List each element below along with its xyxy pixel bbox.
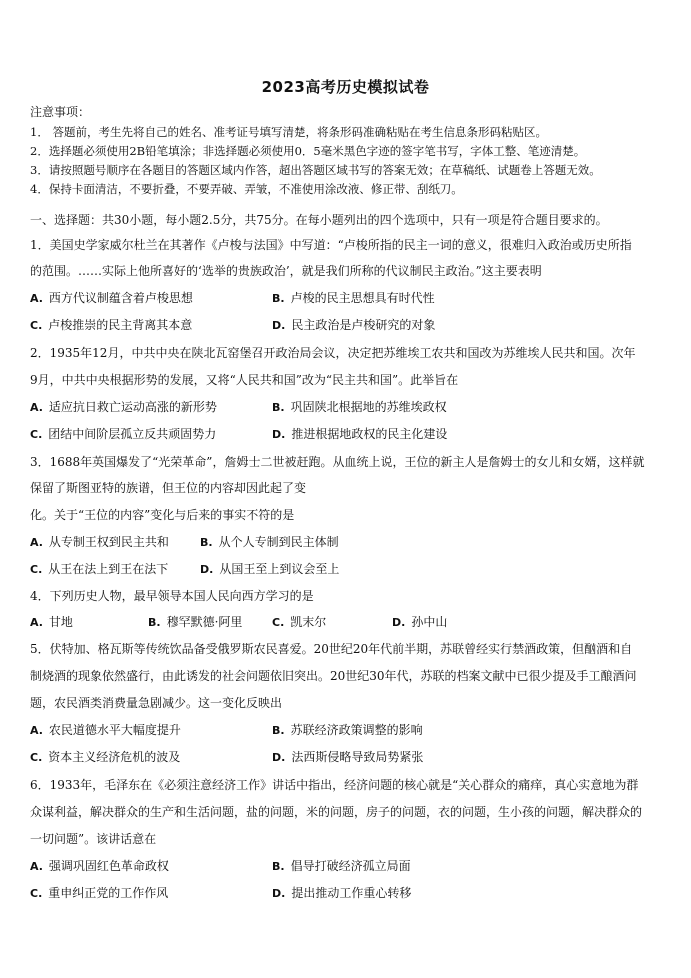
option-text: 强调巩固红色革命政权 <box>48 859 169 873</box>
notice-item: 2．选择题必须使用2B铅笔填涂；非选择题必须使用0．5毫米黑色字迹的签字笔书写，字体工整、笔迹清楚。 <box>30 144 586 158</box>
option-text: 从国王至上到议会至上 <box>219 562 340 576</box>
option-label: A. <box>30 724 43 737</box>
option-c[interactable] <box>30 561 168 578</box>
option-label: C. <box>30 319 43 332</box>
option-text: 倡导打破经济孤立局面 <box>290 859 411 873</box>
option-text: 甘地 <box>48 615 73 629</box>
option-c[interactable] <box>272 614 326 631</box>
option-text: 穆罕默德·阿里 <box>166 615 243 629</box>
option-b[interactable] <box>272 858 411 875</box>
notice-item: 3．请按照题号顺序在各题目的答题区域内作答，超出答题区域书写的答案无效；在草稿纸、试题卷上答题无效。 <box>30 163 601 177</box>
option-label: B. <box>272 724 285 737</box>
option-label: C. <box>30 751 43 764</box>
option-label: A. <box>30 401 43 414</box>
question-stem: 2．1935年12月，中共中央在陕北瓦窑堡召开政治局会议，决定把苏维埃工农共和国改为苏维埃人民共和国。次年 <box>30 346 636 360</box>
question-stem: 众谋利益，解决群众的生产和生活问题，盐的问题，米的问题，房子的问题，衣的问题，生小孩的问题，解决群众的 <box>30 805 643 819</box>
option-a[interactable] <box>30 399 217 416</box>
notice-item: 1． 答题前，考生先将自己的姓名、准考证号填写清楚，将条形码准确粘贴在考生信息条形码粘贴区。 <box>30 125 547 139</box>
question-stem: 3．1688年英国爆发了“光荣革命”，詹姆士二世被赶跑。从血统上说，王位的新主人是詹姆士的女儿和女婿，这样就 <box>30 455 645 469</box>
option-d[interactable] <box>272 317 435 334</box>
option-b[interactable] <box>272 399 447 416</box>
option-d[interactable] <box>272 749 423 766</box>
option-label: B. <box>200 536 213 549</box>
option-label: C. <box>272 616 285 629</box>
option-label: B. <box>272 401 285 414</box>
notice-heading: 注意事项： <box>30 105 91 119</box>
option-label: D. <box>272 887 286 900</box>
option-b[interactable] <box>148 614 242 631</box>
option-a[interactable] <box>30 722 181 739</box>
option-text: 提出推动工作重心转移 <box>291 886 412 900</box>
option-d[interactable] <box>392 614 447 631</box>
section-intro: 一、选择题：共30小题，每小题2.5分，共75分。在每小题列出的四个选项中，只有一项是符合题目要求的。 <box>30 213 608 227</box>
option-text: 推进根据地政权的民主化建设 <box>291 427 448 441</box>
option-d[interactable] <box>200 561 339 578</box>
option-label: B. <box>272 860 285 873</box>
question-stem: 保留了斯图亚特的族谱，但王位的内容却因此起了变 <box>30 481 307 495</box>
option-label: C. <box>30 563 43 576</box>
question-stem: 一切问题”。该讲话意在 <box>30 832 157 846</box>
question-stem: 的范围。……实际上他所喜好的‘选举的贵族政治’，就是我们所称的代议制民主政治。”这主要表明 <box>30 264 542 278</box>
option-text: 西方代议制蕴含着卢梭思想 <box>48 291 193 305</box>
question-stem: 9月，中共中央根据形势的发展，又将“人民共和国”改为“民主共和国”。此举旨在 <box>30 373 459 387</box>
option-label: C. <box>30 887 43 900</box>
option-label: A. <box>30 292 43 305</box>
option-text: 团结中间阶层孤立反共顽固势力 <box>48 427 217 441</box>
option-text: 资本主义经济危机的波及 <box>48 750 181 764</box>
option-text: 农民道德水平大幅度提升 <box>48 723 181 737</box>
option-text: 法西斯侵略导致局势紧张 <box>291 750 424 764</box>
option-text: 凯末尔 <box>290 615 327 629</box>
question-stem: 4．下列历史人物，最早领导本国人民向西方学习的是 <box>30 589 314 603</box>
notice-item: 4．保持卡面清洁，不要折叠，不要弄破、弄皱，不准使用涂改液、修正带、刮纸刀。 <box>30 182 463 196</box>
option-text: 从王在法上到王在法下 <box>48 562 169 576</box>
option-c[interactable] <box>30 749 180 766</box>
option-b[interactable] <box>272 722 423 739</box>
option-label: D. <box>392 616 406 629</box>
option-text: 从专制王权到民主共和 <box>48 535 169 549</box>
option-c[interactable] <box>30 317 192 334</box>
option-text: 从个人专制到民主体制 <box>218 535 339 549</box>
question-stem: 6．1933年，毛泽东在《必须注意经济工作》讲话中指出，经济问题的核心就是“关心群众的痛痒，真心实意地为群 <box>30 778 639 792</box>
option-label: A. <box>30 616 43 629</box>
option-a[interactable] <box>30 614 73 631</box>
option-label: B. <box>148 616 161 629</box>
option-label: C. <box>30 428 43 441</box>
question-stem: 题，农民酒类消费量急剧减少。这一变化反映出 <box>30 696 283 710</box>
option-label: A. <box>30 536 43 549</box>
option-text: 苏联经济政策调整的影响 <box>290 723 423 737</box>
option-text: 民主政治是卢梭研究的对象 <box>291 318 436 332</box>
option-c[interactable] <box>30 885 168 902</box>
option-a[interactable] <box>30 290 193 307</box>
page-title: 2023高考历史模拟试卷 <box>261 78 430 96</box>
question-stem: 制烧酒的现象依然盛行，由此诱发的社会问题依旧突出。20世纪30年代，苏联的档案文献中已很少提及手工酿酒问 <box>30 669 637 683</box>
option-b[interactable] <box>200 534 339 551</box>
option-label: D. <box>272 428 286 441</box>
option-label: D. <box>272 751 286 764</box>
question-stem: 1．美国史学家威尔杜兰在其著作《卢梭与法国》中写道：“卢梭所指的民主一词的意义，很难归入政治或历史所指 <box>30 238 632 252</box>
option-label: D. <box>272 319 286 332</box>
option-text: 适应抗日救亡运动高涨的新形势 <box>48 400 217 414</box>
option-label: B. <box>272 292 285 305</box>
option-a[interactable] <box>30 534 169 551</box>
option-a[interactable] <box>30 858 169 875</box>
option-b[interactable] <box>272 290 435 307</box>
question-stem: 化。关于“王位的内容”变化与后来的事实不符的是 <box>30 508 295 522</box>
option-text: 巩固陕北根据地的苏维埃政权 <box>290 400 447 414</box>
option-label: D. <box>200 563 214 576</box>
option-d[interactable] <box>272 426 447 443</box>
option-text: 卢梭的民主思想具有时代性 <box>290 291 435 305</box>
option-d[interactable] <box>272 885 411 902</box>
option-text: 卢梭推崇的民主背离其本意 <box>48 318 193 332</box>
option-c[interactable] <box>30 426 216 443</box>
option-text: 孙中山 <box>411 615 448 629</box>
option-text: 重申纠正党的工作作风 <box>48 886 169 900</box>
question-stem: 5．伏特加、格瓦斯等传统饮品备受俄罗斯农民喜爱。20世纪20年代前半期，苏联曾经实行禁酒政策，但酗酒和自 <box>30 642 633 656</box>
option-label: A. <box>30 860 43 873</box>
